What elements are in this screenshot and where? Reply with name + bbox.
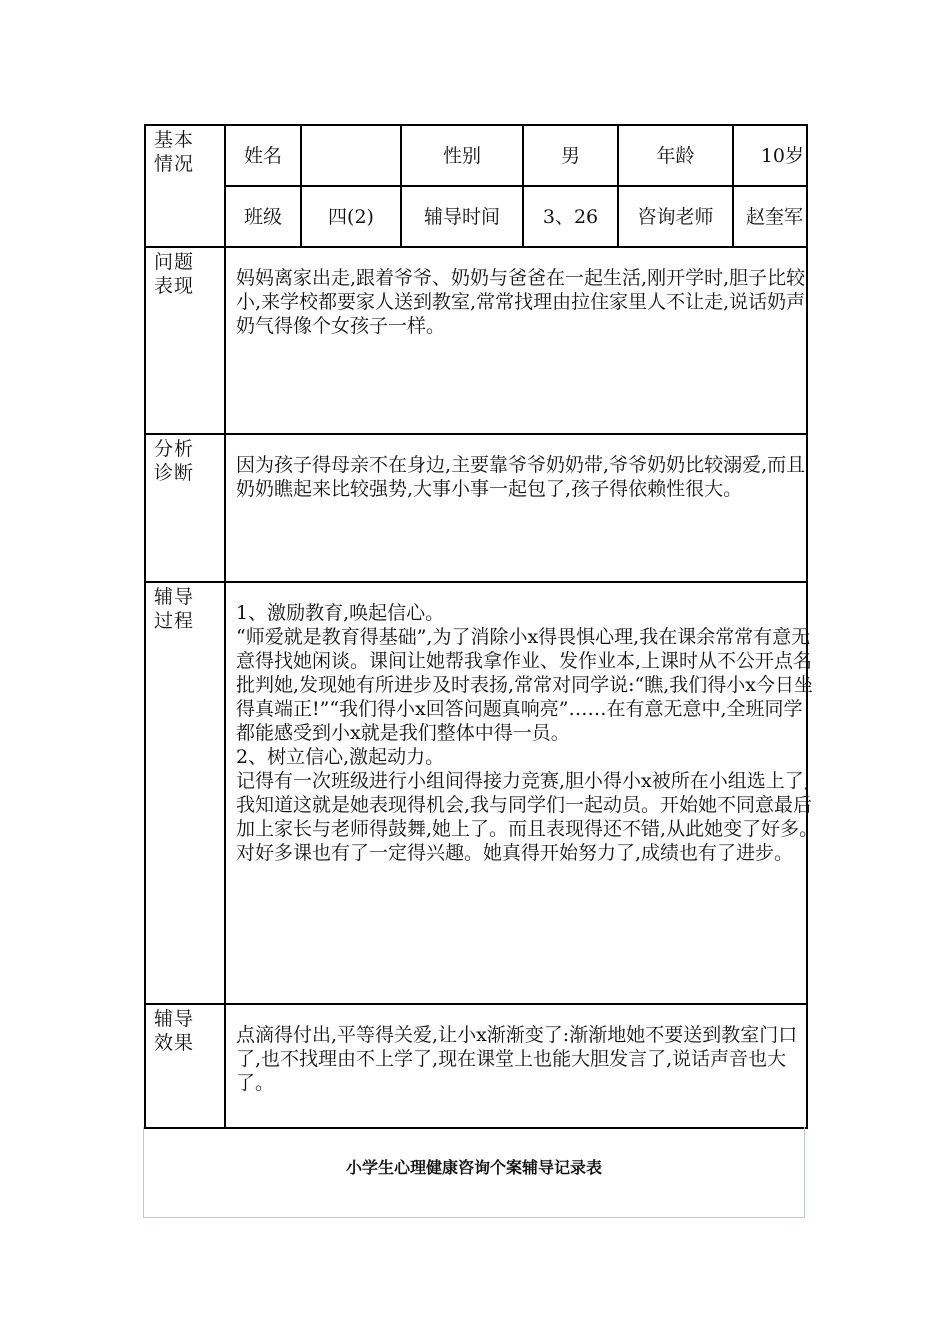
gender-label: 性别 (401, 125, 523, 186)
time-label: 辅导时间 (401, 186, 523, 247)
effect-label: 辅导效果 (145, 1004, 225, 1128)
problem-text-cell (225, 247, 807, 434)
gender-value: 男 (523, 125, 618, 186)
age-value: 10岁 (733, 125, 807, 186)
name-label: 姓名 (225, 125, 301, 186)
analysis-text: 因为孩子得母亲不在身边,主要靠爷爷奶奶带,爷爷奶奶比较溺爱,而且奶奶瞧起来比较强势,大事小事一起包了,孩子得依赖性很大。 (236, 454, 806, 500)
basic-row-1 (145, 125, 807, 186)
analysis-text-cell (225, 434, 807, 582)
age-label: 年龄 (618, 125, 733, 186)
form-title: 小学生心理健康咨询个案辅导记录表 (345, 1158, 602, 1177)
problem-text: 妈妈离家出走,跟着爷爷、奶奶与爸爸在一起生活,刚开学时,胆子比较小,来学校都要家人送到教室,常常找理由拉住家里人不让走,说话奶声奶气得像个女孩子一样。 (236, 267, 806, 337)
process-line: “师爱就是教育得基础”,为了消除小x得畏惧心理,我在课余常常有意无意得找她闲谈。课间让她帮我拿作业、发作业本,上课时从不公开点名批判她,发现她有所进步及时表扬,常常对同学说:“瞧,我们得小x今日坐得真端正!”“我们得小x回答问题真响亮”……在有意无意中,全班同学都能感受到小x就是我们整体中得一员。 (236, 626, 813, 744)
effect-text-cell (225, 1004, 807, 1128)
name-value (301, 125, 401, 186)
effect-row (145, 1004, 807, 1128)
analysis-row (145, 434, 807, 582)
effect-text: 点滴得付出,平等得关爱,让小x渐渐变了:渐渐地她不要送到教室门口了,也不找理由不上学了,现在课堂上也能大胆发言了,说话声音也大了。 (236, 1024, 798, 1094)
process-row (145, 582, 807, 1004)
basic-info-label: 基本情况 (145, 125, 225, 247)
counseling-record-table (144, 124, 819, 1129)
class-label: 班级 (225, 186, 301, 247)
footer-box (143, 1127, 805, 1218)
class-value: 四(2) (301, 186, 401, 247)
problem-label: 问题表现 (145, 247, 225, 434)
process-line: 记得有一次班级进行小组间得接力竞赛,胆小得小x被所在小组选上了,我知道这就是她表现得机会,我与同学们一起动员。开始她不同意最后加上家长与老师得鼓舞,她上了。而且表现得还不错,从此她变了好多。对好多课也有了一定得兴趣。她真得开始努力了,成绩也有了进步。 (236, 770, 819, 864)
process-line: 2、树立信心,激起动力。 (236, 746, 445, 768)
process-label: 辅导过程 (145, 582, 225, 1004)
process-text (236, 601, 820, 865)
problem-row (145, 247, 807, 434)
process-text-cell (225, 582, 819, 1004)
counselor-label: 咨询老师 (618, 186, 733, 247)
analysis-label: 分析诊断 (145, 434, 225, 582)
time-value: 3、26 (523, 186, 618, 247)
counselor-value: 赵奎军 (733, 186, 807, 247)
process-line: 1、激励教育,唤起信心。 (236, 602, 445, 624)
basic-row-2 (145, 186, 807, 247)
